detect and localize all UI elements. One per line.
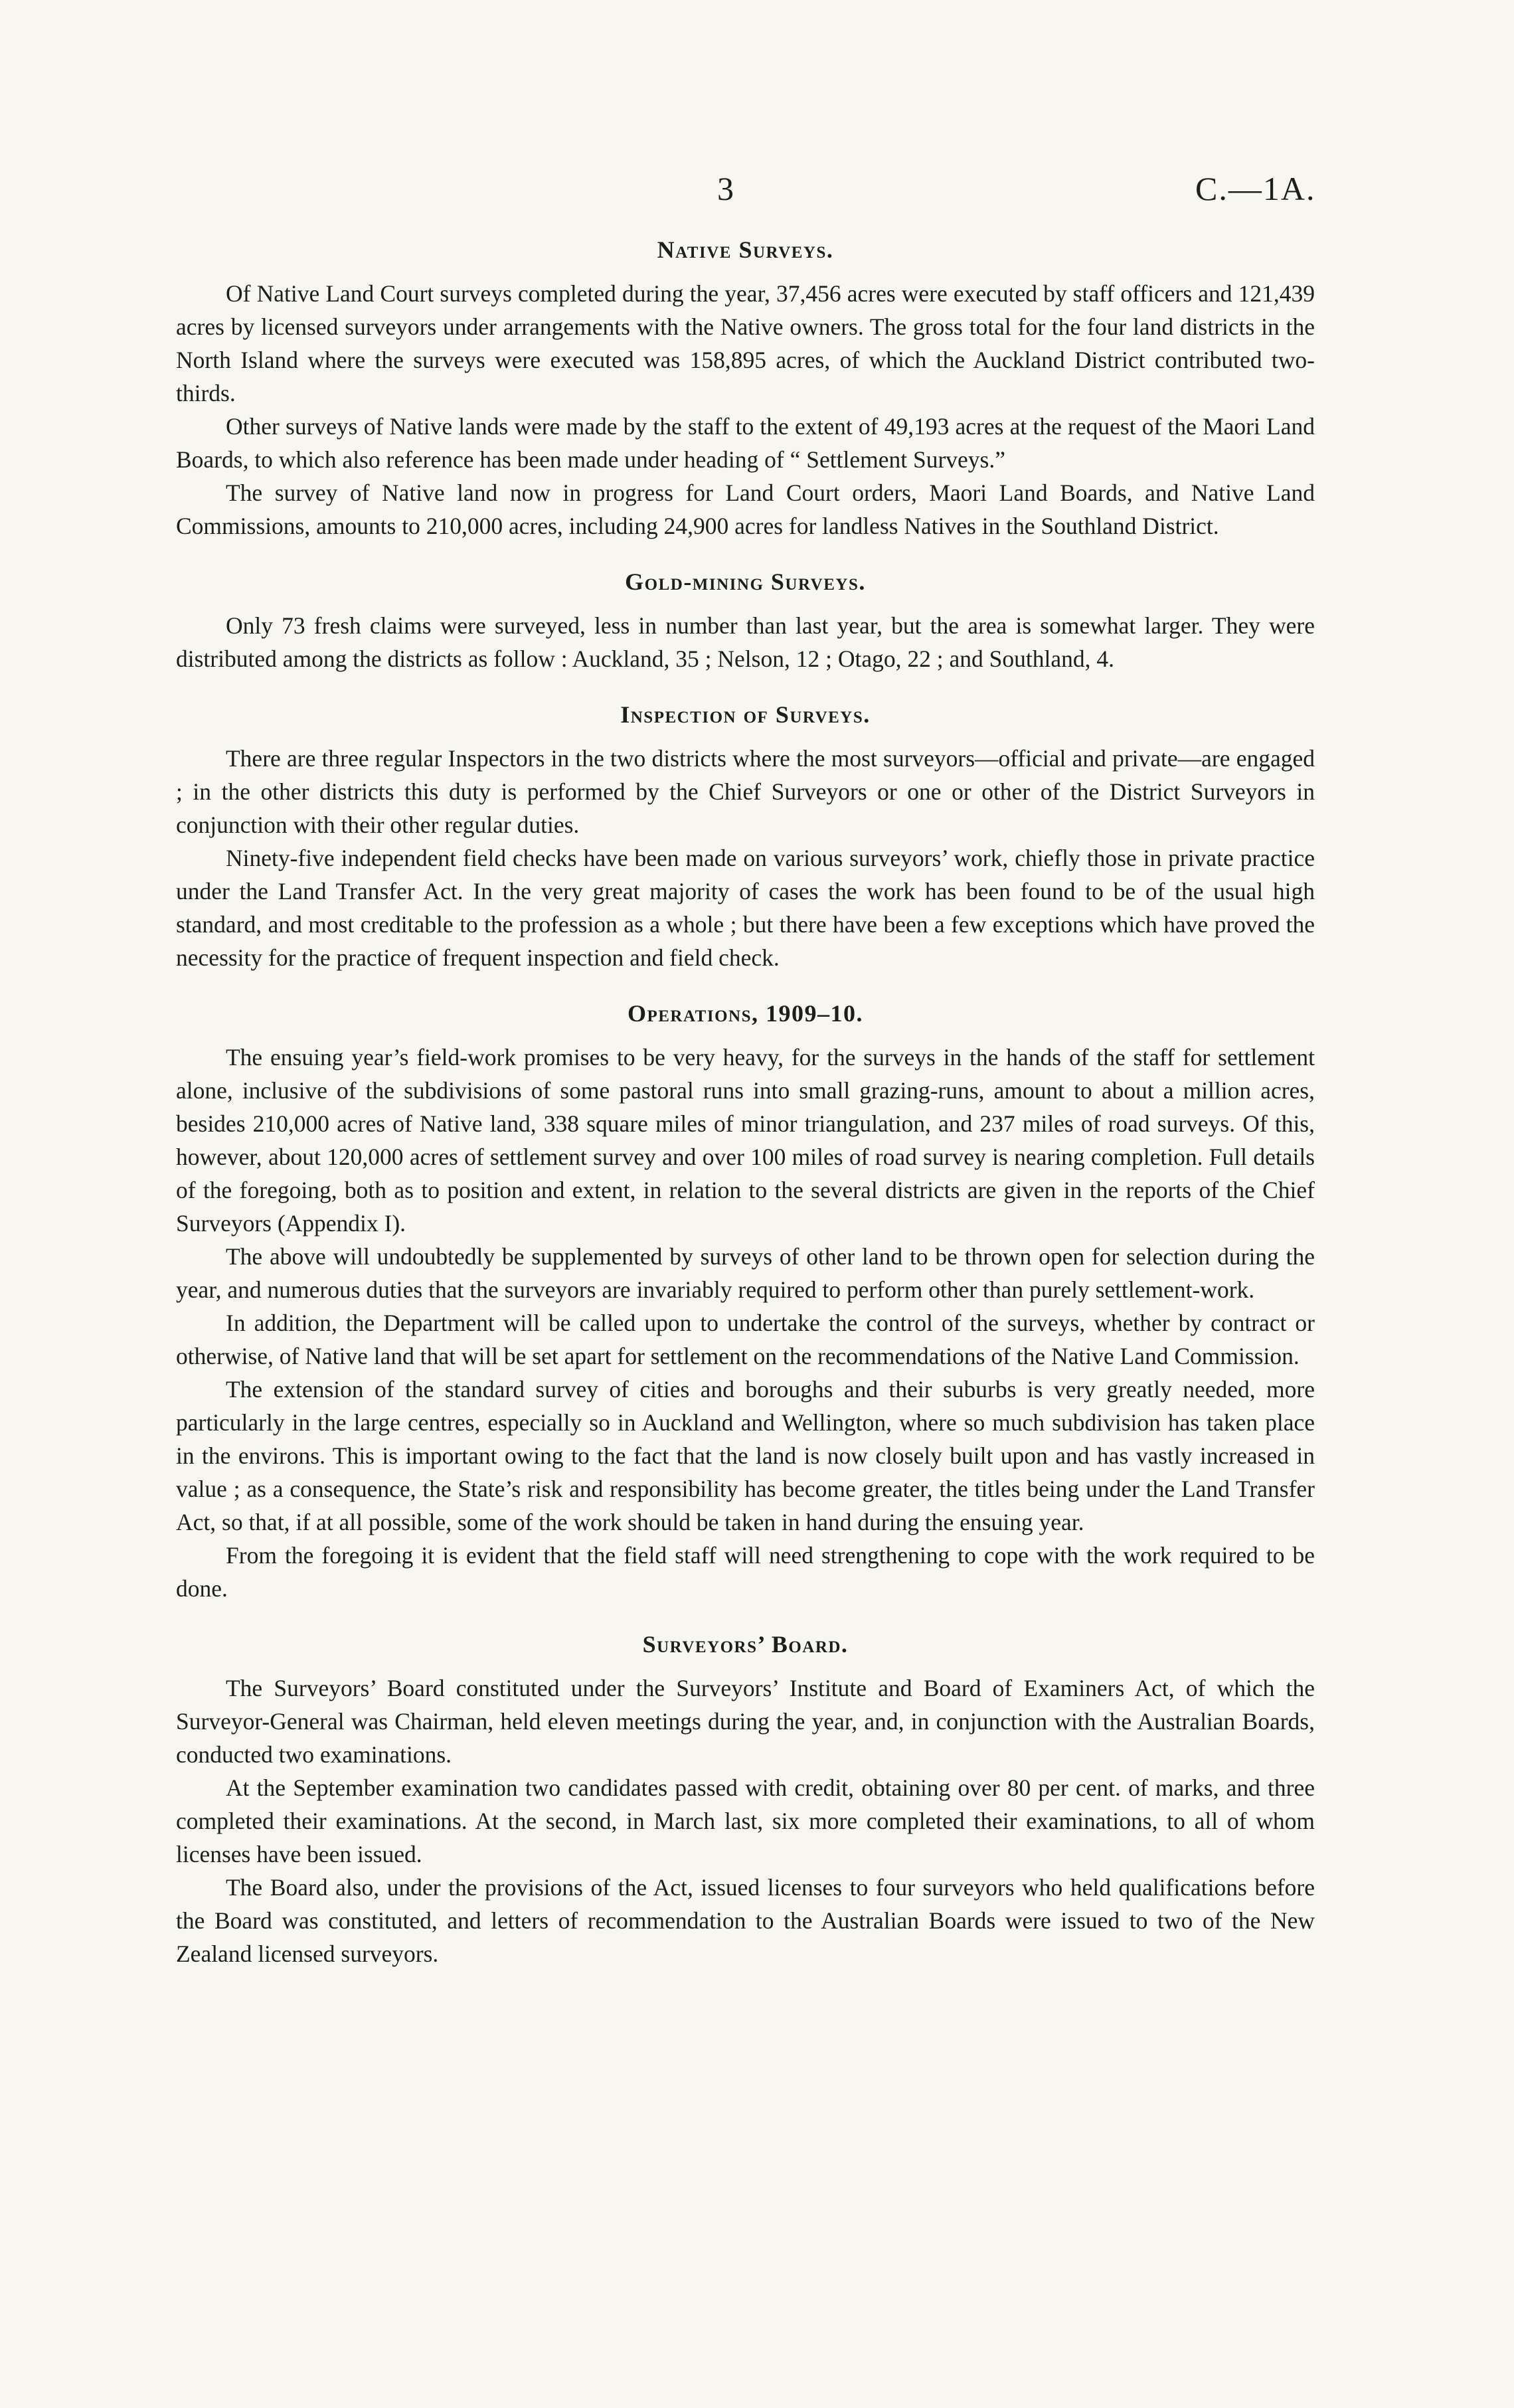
section-surveyors-board (176, 1630, 1315, 1970)
paragraph: The survey of Native land now in progress for Land Court orders, Maori Land Boards, and Native Land Commissions, amounts to 210,000 acres, including 24,900 acres for landless Natives in the Southland District. (176, 479, 1315, 539)
paragraph: There are three regular Inspectors in the two districts where the most surveyors—official and private—are engaged ; in the other districts this duty is performed by the Chief Surveyors or one or other of the District Surveyors in conjunction with their other regular duties. (176, 745, 1315, 838)
section-operations (176, 999, 1315, 1605)
section-heading: Gold-mining Surveys. (625, 568, 866, 595)
page-header (0, 169, 1514, 216)
paragraph: From the foregoing it is evident that the field staff will need strengthening to cope with the work required to be done. (176, 1542, 1315, 1602)
paragraph: The extension of the standard survey of cities and boroughs and their suburbs is very greatly needed, more particularly in the large centres, especially so in Auckland and Wellington, where so much subdivision has taken place in the environs. This is important owing to the fact that the land is now closely built upon and has vastly increased in value ; as a consequence, the State’s risk and responsibility has become greater, the titles being under the Land Transfer Act, so that, if at all possible, some of the work should be taken in hand during the ensuing year. (176, 1376, 1315, 1535)
section-gold-mining-surveys (176, 568, 1315, 675)
paragraph: At the September examination two candidates passed with credit, obtaining over 80 per cent. of marks, and three completed their examinations. At the second, in March last, six more completed their examinations, to all of whom licenses have been issued. (176, 1774, 1315, 1867)
section-heading: Native Surveys. (657, 236, 834, 263)
paragraph: Ninety-five independent field checks have been made on various surveyors’ work, chiefly those in private practice under the Land Transfer Act. In the very great majority of cases the work has been found to be of the usual high standard, and most creditable to the profession as a whole ; but there have been a few exceptions which have proved the necessity for the practice of frequent inspection and field check. (176, 845, 1315, 971)
paragraph: The Board also, under the provisions of the Act, issued licenses to four surveyors who held qualifications before the Board was constituted, and letters of recommendation to the Australian Boards were issued to two of the New Zealand licensed surveyors. (176, 1874, 1315, 1967)
paragraph: The ensuing year’s field-work promises to be very heavy, for the surveys in the hands of the staff for settlement alone, inclusive of the subdivisions of some pastoral runs into small grazing-runs, amount to about a million acres, besides 210,000 acres of Native land, 338 square miles of minor triangulation, and 237 miles of road surveys. Of this, however, about 120,000 acres of settlement survey and over 100 miles of road survey is nearing completion. Full details of the foregoing, both as to position and extent, in relation to the several districts are given in the reports of the Chief Surveyors (Appendix I). (176, 1044, 1315, 1237)
section-native-surveys (176, 236, 1315, 543)
page-number: 3 (717, 170, 734, 207)
section-heading: Surveyors’ Board. (642, 1631, 849, 1658)
paragraph: Other surveys of Native lands were made by the staff to the extent of 49,193 acres at the request of the Maori Land Boards, to which also reference has been made under heading of “ Settlement Surveys.” (176, 413, 1315, 473)
paragraph: The Surveyors’ Board constituted under the Surveyors’ Institute and Board of Examiners Act, of which the Surveyor-General was Chairman, held eleven meetings during the year, and, in conjunction with the Australian Boards, conducted two examinations. (176, 1675, 1315, 1768)
paragraph: The above will undoubtedly be supplemented by surveys of other land to be thrown open for selection during the year, and numerous duties that the surveyors are invariably required to perform other than purely settlement-work. (176, 1243, 1315, 1303)
paragraph: Only 73 fresh claims were surveyed, less in number than last year, but the area is somewhat larger. They were distributed among the districts as follow : Auckland, 35 ; Nelson, 12 ; Otago, 22 ; and Southland, 4. (176, 612, 1315, 672)
section-heading: Operations, 1909–10. (627, 1000, 863, 1027)
paragraph: Of Native Land Court surveys completed during the year, 37,456 acres were executed by staff officers and 121,439 acres by licensed surveyors under arrangements with the Native owners. The gross total for the four land districts in the North Island where the surveys were executed was 158,895 acres, of which the Auckland District contributed two-thirds. (176, 280, 1315, 406)
section-heading: Inspection of Surveys. (620, 701, 871, 728)
paper-reference: C.—1A. (1195, 170, 1316, 207)
paragraph: In addition, the Department will be called upon to undertake the control of the surveys, whether by contract or otherwise, of Native land that will be set apart for settlement on the recommendations of the Native Land Commission. (176, 1310, 1315, 1369)
section-inspection-of-surveys (176, 701, 1315, 974)
document-body (176, 236, 1315, 1970)
